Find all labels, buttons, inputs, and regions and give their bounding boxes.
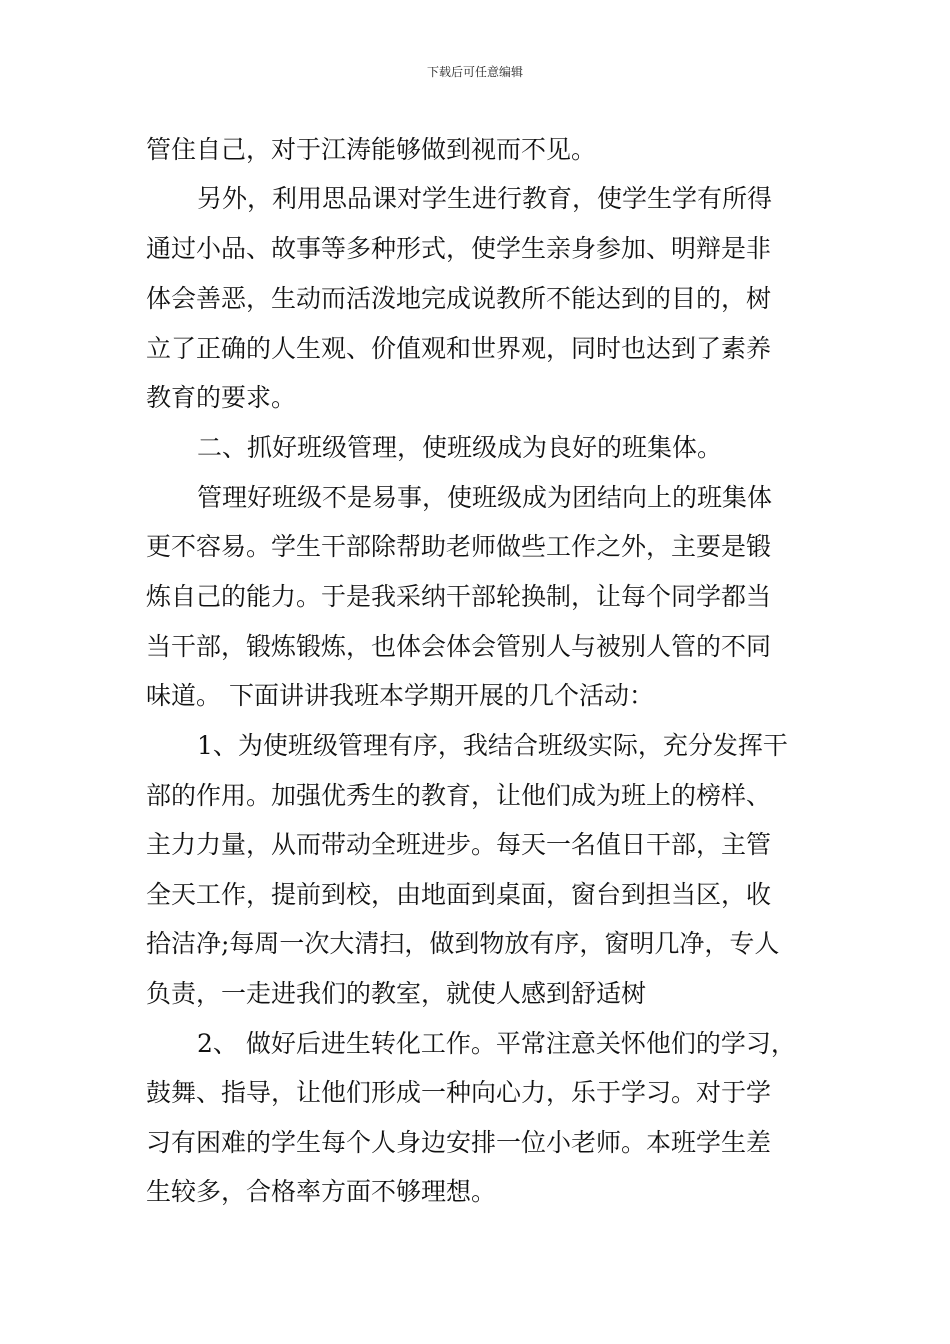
text-line: 主力力量，从而带动全班进步。每天一名值日干部，主管 xyxy=(146,830,772,859)
text-line: 更不容易。学生干部除帮助老师做些工作之外，主要是锻 xyxy=(146,532,772,561)
text-line: 通过小品、故事等多种形式，使学生亲身参加、明辩是非 xyxy=(146,234,772,263)
text-line: 当干部，锻炼锻炼，也体会体会管别人与被别人管的不同 xyxy=(146,632,772,661)
text-line: 习有困难的学生每个人身边安排一位小老师。本班学生差 xyxy=(146,1128,772,1157)
text-line: 体会善恶，生动而活泼地完成说教所不能达到的目的，树 xyxy=(146,284,772,313)
text-line: 教育的要求。 xyxy=(146,383,297,412)
text-line: 味道。 下面讲讲我班本学期开展的几个活动： xyxy=(146,681,654,710)
text-line: 管理好班级不是易事，使班级成为团结向上的班集体 xyxy=(197,483,773,512)
text-line: 1、为使班级管理有序，我结合班级实际，充分发挥干 xyxy=(197,731,788,760)
text-line: 部的作用。加强优秀生的教育，让他们成为班上的榜样、 xyxy=(146,781,772,810)
text-line: 全天工作，提前到校，由地面到桌面，窗台到担当区，收 xyxy=(146,880,772,909)
page-header-note: 下载后可任意编辑 xyxy=(426,65,523,79)
text-line: 拾洁净;每周一次大清扫，做到物放有序，窗明几净，专人 xyxy=(146,929,780,958)
text-line: 另外，利用思品课对学生进行教育，使学生学有所得 xyxy=(197,184,773,213)
text-line: 生较多，合格率方面不够理想。 xyxy=(146,1177,497,1206)
section-heading: 二、抓好班级管理，使班级成为良好的班集体。 xyxy=(197,433,723,462)
text-line: 管住自己，对于江涛能够做到视而不见。 xyxy=(146,135,597,164)
text-line: 立了正确的人生观、价值观和世界观，同时也达到了素养 xyxy=(146,334,772,363)
text-line: 2、 做好后进生转化工作。平常注意关怀他们的学习， xyxy=(197,1029,796,1058)
text-line: 负责，一走进我们的教室，就使人感到舒适树 xyxy=(146,979,647,1008)
text-line: 鼓舞、指导，让他们形成一种向心力，乐于学习。对于学 xyxy=(146,1078,772,1107)
text-line: 炼自己的能力。于是我采纳干部轮换制，让每个同学都当 xyxy=(146,582,772,611)
